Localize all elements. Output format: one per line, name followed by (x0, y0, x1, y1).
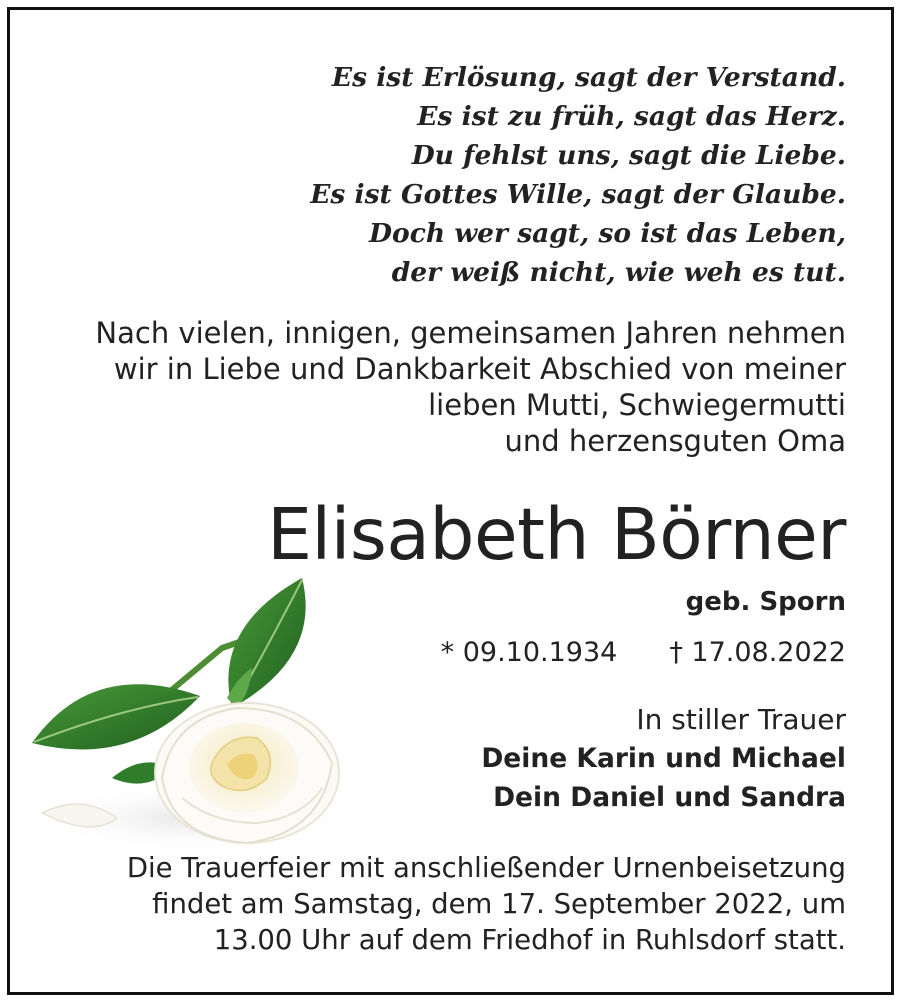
poem-line: Du fehlst uns, sagt die Liebe. (411, 140, 846, 171)
poem-line: Es ist zu früh, sagt das Herz. (417, 101, 846, 132)
mourners-intro: In stiller Trauer (636, 703, 846, 736)
maiden-name: geb. Sporn (685, 587, 846, 617)
intro-line: wir in Liebe und Dankbarkeit Abschied von meiner (113, 352, 846, 386)
poem-line: Es ist Gottes Wille, sagt der Glaube. (310, 179, 846, 210)
funeral-line: 13.00 Uhr auf dem Friedhof in Ruhlsdorf statt. (213, 924, 846, 956)
poem-line: Doch wer sagt, so ist das Leben, (369, 218, 846, 249)
white-rose-icon (22, 568, 362, 858)
intro-text (95, 315, 846, 459)
obituary-frame (7, 7, 894, 995)
mourner-line: Deine Karin und Michael (481, 743, 846, 774)
poem-line: Es ist Erlösung, sagt der Verstand. (331, 62, 846, 93)
death-date: † 17.08.2022 (669, 637, 846, 668)
birth-date: * 09.10.1934 (440, 637, 618, 668)
intro-line: lieben Mutti, Schwiegermutti (428, 388, 846, 422)
intro-line: und herzensguten Oma (504, 424, 846, 458)
intro-line: Nach vielen, innigen, gemeinsamen Jahren nehmen (95, 316, 846, 350)
life-dates (441, 635, 846, 671)
funeral-notice (127, 850, 846, 958)
mourners (481, 700, 846, 817)
funeral-line: findet am Samstag, dem 17. September 2022, um (152, 888, 846, 920)
poem (310, 58, 846, 292)
deceased-name: Elisabeth Börner (267, 493, 846, 576)
poem-line: der weiß nicht, wie weh es tut. (391, 257, 846, 288)
mourner-line: Dein Daniel und Sandra (493, 782, 846, 813)
funeral-line: Die Trauerfeier mit anschließender Urnenbeisetzung (126, 852, 846, 884)
